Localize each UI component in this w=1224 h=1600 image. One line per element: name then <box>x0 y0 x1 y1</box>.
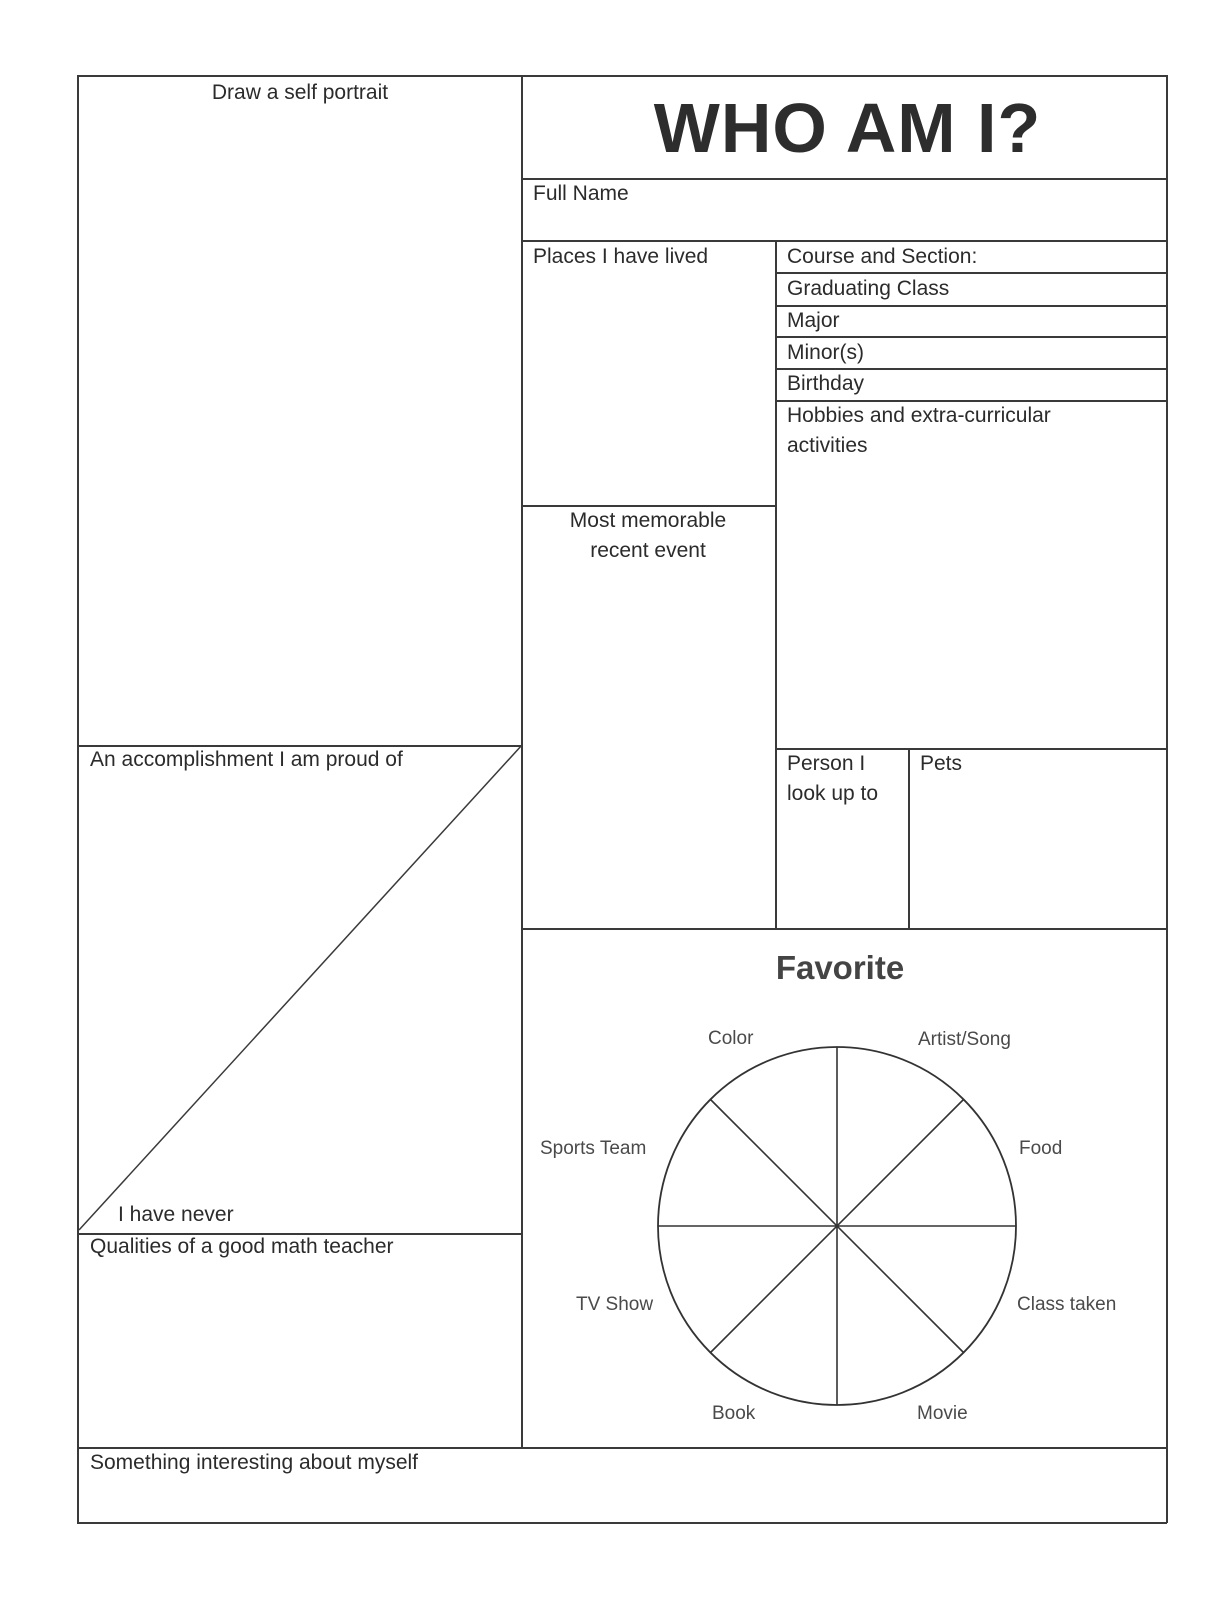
memorable-label: Most memorable recent event <box>569 509 727 562</box>
interesting-label: Something interesting about myself <box>90 1451 419 1474</box>
accomplishment-label: An accomplishment I am proud of <box>90 748 403 771</box>
full-name-label: Full Name <box>533 182 629 205</box>
places-label: Places I have lived <box>533 245 709 268</box>
wedge-label-movie: Movie <box>917 1403 968 1424</box>
accomplishment-diagonal <box>79 745 522 1230</box>
pets-label: Pets <box>920 752 963 775</box>
qualities-label: Qualities of a good math teacher <box>90 1235 394 1258</box>
page-title: WHO AM I? <box>653 89 1042 167</box>
graduating-label: Graduating Class <box>787 277 950 300</box>
portrait-label: Draw a self portrait <box>211 81 389 104</box>
person-label: Person I look up to <box>787 752 879 805</box>
birthday-label: Birthday <box>787 372 865 395</box>
wedge-label-color: Color <box>708 1028 754 1049</box>
favorite-title: Favorite <box>775 949 905 986</box>
favorite-wheel <box>658 1047 1016 1405</box>
course-label: Course and Section: <box>787 245 978 268</box>
minor-label: Minor(s) <box>787 341 864 364</box>
wedge-label-food: Food <box>1019 1138 1063 1159</box>
wedge-label-tv-show: TV Show <box>576 1294 654 1315</box>
major-label: Major <box>787 309 840 332</box>
wedge-label-sports-team: Sports Team <box>540 1138 647 1159</box>
hobbies-label: Hobbies and extra-curricular activities <box>787 404 1051 457</box>
never-label: I have never <box>118 1203 234 1226</box>
wedge-label-artist-song: Artist/Song <box>918 1029 1011 1050</box>
wedge-label-book: Book <box>712 1403 756 1424</box>
wedge-label-class-taken: Class taken <box>1017 1294 1117 1315</box>
